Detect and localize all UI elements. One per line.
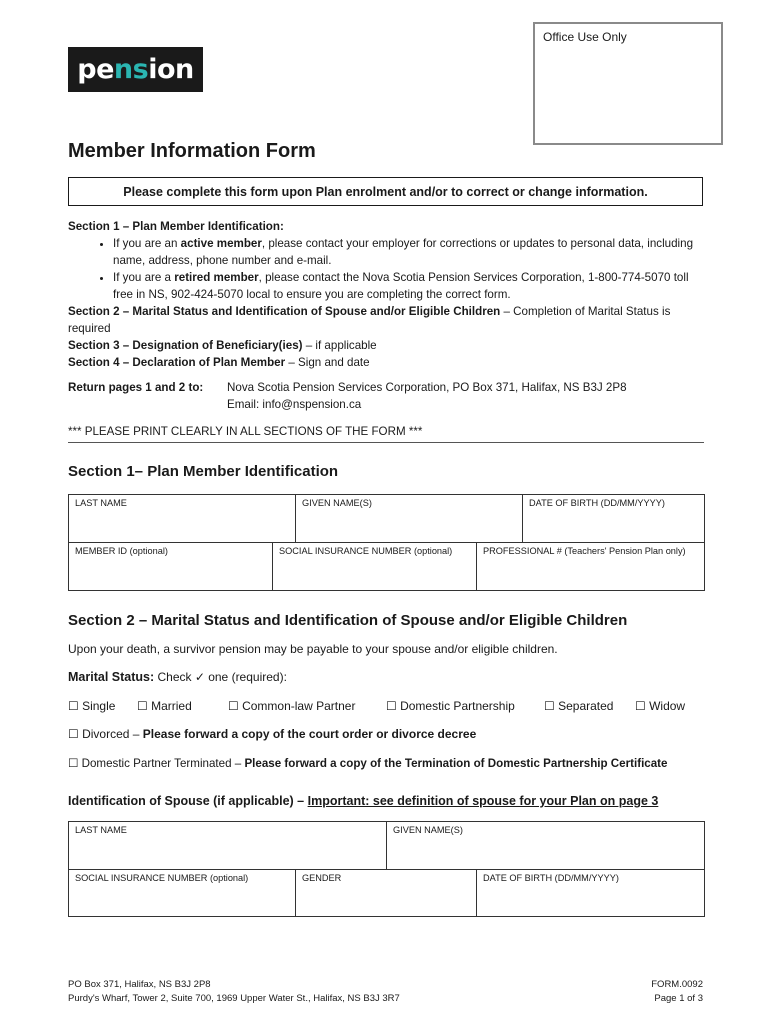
s2-summary: Section 2 – Marital Status and Identification of Spouse and/or Eligible Children – Completion of Marital Status is required [68, 305, 671, 335]
option-separated[interactable]: ☐ Separated [544, 699, 614, 713]
spouse-last-name-field[interactable]: LAST NAME [69, 822, 387, 870]
notice-box [68, 177, 703, 206]
option-domestic-partnership[interactable]: ☐ Domestic Partnership [386, 699, 515, 713]
return-email: Email: info@nspension.ca [227, 398, 362, 411]
page-title: Member Information Form [68, 140, 316, 162]
spouse-gender-field[interactable]: GENDER [296, 870, 477, 917]
section1-heading: Section 1– Plan Member Identification [68, 463, 339, 480]
member-id-table-row2 [68, 542, 705, 591]
form-number: FORM.0092 [651, 979, 703, 990]
logo-text-3: ion [148, 54, 194, 85]
dob-field[interactable]: DATE OF BIRTH (DD/MM/YYYY) [523, 495, 705, 543]
sin-field[interactable]: SOCIAL INSURANCE NUMBER (optional) [273, 543, 477, 591]
return-label: Return pages 1 and 2 to: [68, 381, 204, 394]
return-address-line: Nova Scotia Pension Services Corporation, PO Box 371, Halifax, NS B3J 2P8 [227, 381, 627, 394]
option-single[interactable]: ☐ Single [68, 699, 116, 713]
page-number: Page 1 of 3 [654, 993, 703, 1004]
member-id-field[interactable]: MEMBER ID (optional) [69, 543, 273, 591]
spouse-table [68, 821, 705, 870]
option-divorced[interactable]: ☐ Divorced – Please forward a copy of the court order or divorce decree [68, 727, 477, 741]
logo-text-2: ns [113, 54, 149, 85]
office-use-box [533, 22, 723, 145]
divider [68, 442, 704, 443]
spouse-important-link: Important: see definition of spouse for your Plan on page 3 [307, 794, 659, 808]
s3-summary: Section 3 – Designation of Beneficiary(ies) – if applicable [68, 339, 377, 352]
professional-number-field[interactable]: PROFESSIONAL # (Teachers' Pension Plan only) [477, 543, 705, 591]
footer-form-info [651, 978, 703, 1006]
logo-text-1: pe [77, 54, 114, 85]
spouse-heading: Identification of Spouse (if applicable) – Important: see definition of spouse for your Plan on page 3 [68, 794, 659, 808]
s4-summary: Section 4 – Declaration of Plan Member – Sign and date [68, 356, 370, 369]
spouse-given-names-field[interactable]: GIVEN NAME(S) [387, 822, 705, 870]
marital-status-prompt: Marital Status: Check ✓ one (required): [68, 670, 287, 684]
pension-logo [68, 47, 203, 92]
office-use-label: Office Use Only [543, 30, 627, 44]
option-common-law[interactable]: ☐ Common-law Partner [228, 699, 356, 713]
spouse-sin-field[interactable]: SOCIAL INSURANCE NUMBER (optional) [69, 870, 296, 917]
section2-heading: Section 2 – Marital Status and Identification of Spouse and/or Eligible Children [68, 612, 628, 629]
s1-heading: Section 1 – Plan Member Identification: [68, 220, 284, 233]
instructions [68, 218, 704, 371]
survivor-note: Upon your death, a survivor pension may be payable to your spouse and/or eligible children. [68, 642, 558, 656]
spouse-dob-field[interactable]: DATE OF BIRTH (DD/MM/YYYY) [477, 870, 705, 917]
member-id-table [68, 494, 705, 543]
notice-text: Please complete this form upon Plan enrolment and/or to correct or change information. [123, 184, 648, 199]
print-note: *** PLEASE PRINT CLEARLY IN ALL SECTIONS OF THE FORM *** [68, 425, 423, 438]
given-names-field[interactable]: GIVEN NAME(S) [296, 495, 523, 543]
option-dp-terminated[interactable]: ☐ Domestic Partner Terminated – Please forward a copy of the Termination of Domestic Partnership Certificate [68, 757, 668, 770]
active-member-note: • If you are an active member, please contact your employer for corrections or updates to personal data, including name, address, phone number and e-mail. [113, 235, 704, 269]
option-widow[interactable]: ☐ Widow [635, 699, 686, 713]
option-married[interactable]: ☐ Married [137, 699, 192, 713]
retired-member-note: • If you are a retired member, please contact the Nova Scotia Pension Services Corporation, 1-800-774-5070 toll free in NS, 902-424-5070 local to ensure you are completing the correct form. [113, 269, 704, 303]
last-name-field[interactable]: LAST NAME [69, 495, 296, 543]
footer-address: PO Box 371, Halifax, NS B3J 2P8 Purdy's Wharf, Tower 2, Suite 700, 1969 Upper Water St., Halifax, NS B3J 3R7 [68, 979, 400, 1004]
spouse-table-row2 [68, 869, 705, 917]
